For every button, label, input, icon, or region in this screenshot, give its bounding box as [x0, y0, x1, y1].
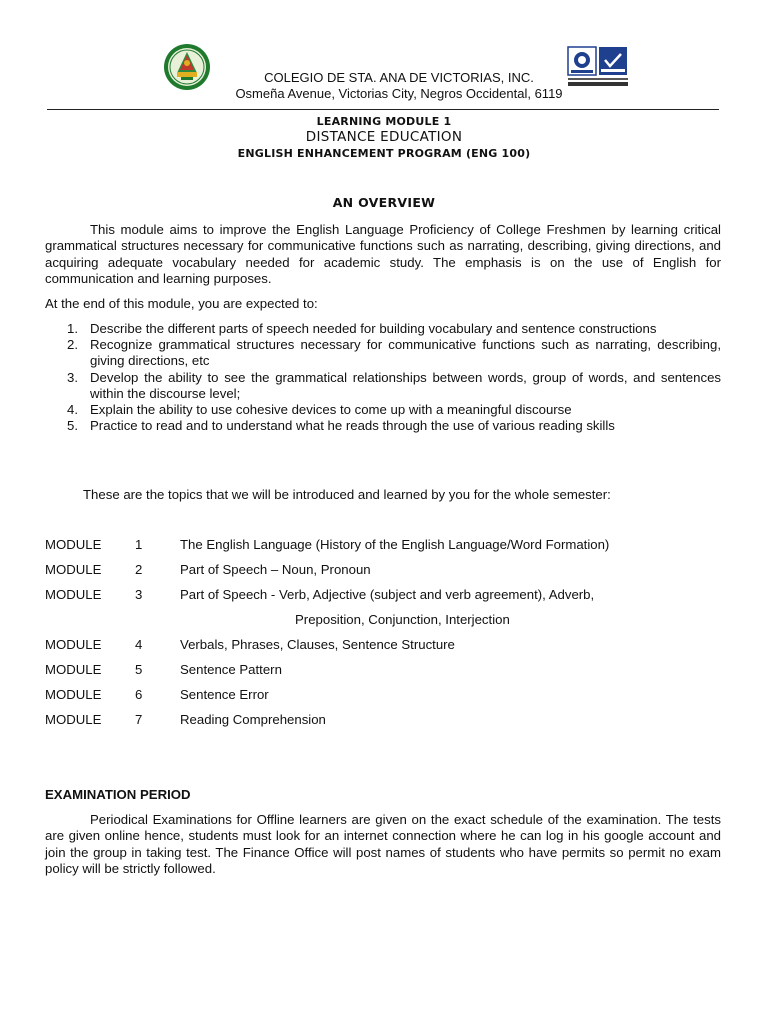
module-topic: Sentence Error [180, 687, 269, 702]
item-number: 2. [67, 337, 78, 353]
module-topic: The English Language (History of the English Language/Word Formation) [180, 537, 610, 552]
school-address: Osmeña Avenue, Victorias City, Negros Occidental, 6119 [235, 86, 563, 101]
module-label: MODULE [45, 687, 102, 702]
list-item [67, 321, 721, 337]
module-row [45, 637, 725, 657]
module-topic: Part of Speech – Noun, Pronoun [180, 562, 371, 577]
module-topic-continuation: Preposition, Conjunction, Interjection [295, 612, 510, 627]
item-number: 4. [67, 402, 78, 418]
school-name: COLEGIO DE STA. ANA DE VICTORIAS, INC. [264, 70, 534, 85]
module-number: 7 [135, 712, 143, 727]
module-title: DISTANCE EDUCATION [305, 129, 463, 145]
module-number: 4 [135, 637, 143, 652]
module-topic: Reading Comprehension [180, 712, 326, 727]
module-topic: Part of Speech - Verb, Adjective (subject and verb agreement), Adverb, [180, 587, 595, 602]
module-number: 2 [135, 562, 143, 577]
module-row [45, 687, 725, 707]
item-text: Develop the ability to see the grammatical relationships between words, group of words, and sentences within the discourse level; [90, 369, 721, 401]
module-label: LEARNING MODULE 1 [316, 115, 452, 128]
item-text: Describe the different parts of speech needed for building vocabulary and sentence constructions [90, 321, 657, 336]
objectives-list [67, 321, 721, 434]
module-topic: Verbals, Phrases, Clauses, Sentence Structure [180, 637, 455, 652]
module-row [45, 712, 725, 732]
module-label: MODULE [45, 662, 102, 677]
item-number: 1. [67, 321, 78, 336]
expectation-text: At the end of this module, you are expected to: [45, 296, 318, 311]
module-number: 6 [135, 687, 143, 702]
module-row [45, 587, 725, 607]
item-text: Explain the ability to use cohesive devices to come up with a meaningful discourse [90, 402, 572, 418]
topics-intro: These are the topics that we will be introduced and learned by you for the whole semester: [83, 487, 611, 502]
module-label: MODULE [45, 712, 102, 727]
list-item [67, 370, 721, 402]
module-label: MODULE [45, 587, 102, 602]
list-item [67, 418, 721, 434]
list-item [67, 402, 721, 418]
overview-heading: AN OVERVIEW [332, 195, 436, 210]
module-row [45, 562, 725, 582]
item-number: 5. [67, 418, 78, 434]
item-text: Practice to read and to understand what he reads through the use of various reading skills [90, 418, 615, 434]
module-number: 5 [135, 662, 143, 677]
exam-heading: EXAMINATION PERIOD [45, 787, 191, 802]
module-row [45, 662, 725, 682]
module-number: 1 [135, 537, 143, 552]
list-item [67, 337, 721, 369]
program-title: ENGLISH ENHANCEMENT PROGRAM (ENG 100) [237, 147, 531, 160]
module-label: MODULE [45, 562, 102, 577]
overview-intro: This module aims to improve the English Language Proficiency of College Freshmen by learning critical grammatical structures necessary for communicative functions such as narrating, describing, giving directions, and acquiring adequate vocabulary needed for academic study. The emphasis is on the use of English for communication and learning purposes. [45, 222, 721, 286]
module-topic: Sentence Pattern [180, 662, 282, 677]
exam-text: Periodical Examinations for Offline learners are given on the exact schedule of the examination. The tests are given online hence, students must look for an internet connection where he can log in his google account and join the group in taking test. The Finance Office will post names of students who have permits so permit no exam policy will be strictly followed. [45, 812, 721, 876]
module-number: 3 [135, 587, 143, 602]
header-divider [47, 109, 719, 110]
module-row [45, 537, 725, 557]
module-label: MODULE [45, 637, 102, 652]
module-label: MODULE [45, 537, 102, 552]
item-number: 3. [67, 369, 78, 385]
item-text: Recognize grammatical structures necessary for communicative functions such as narrating, describing, giving directions, etc [90, 337, 721, 369]
